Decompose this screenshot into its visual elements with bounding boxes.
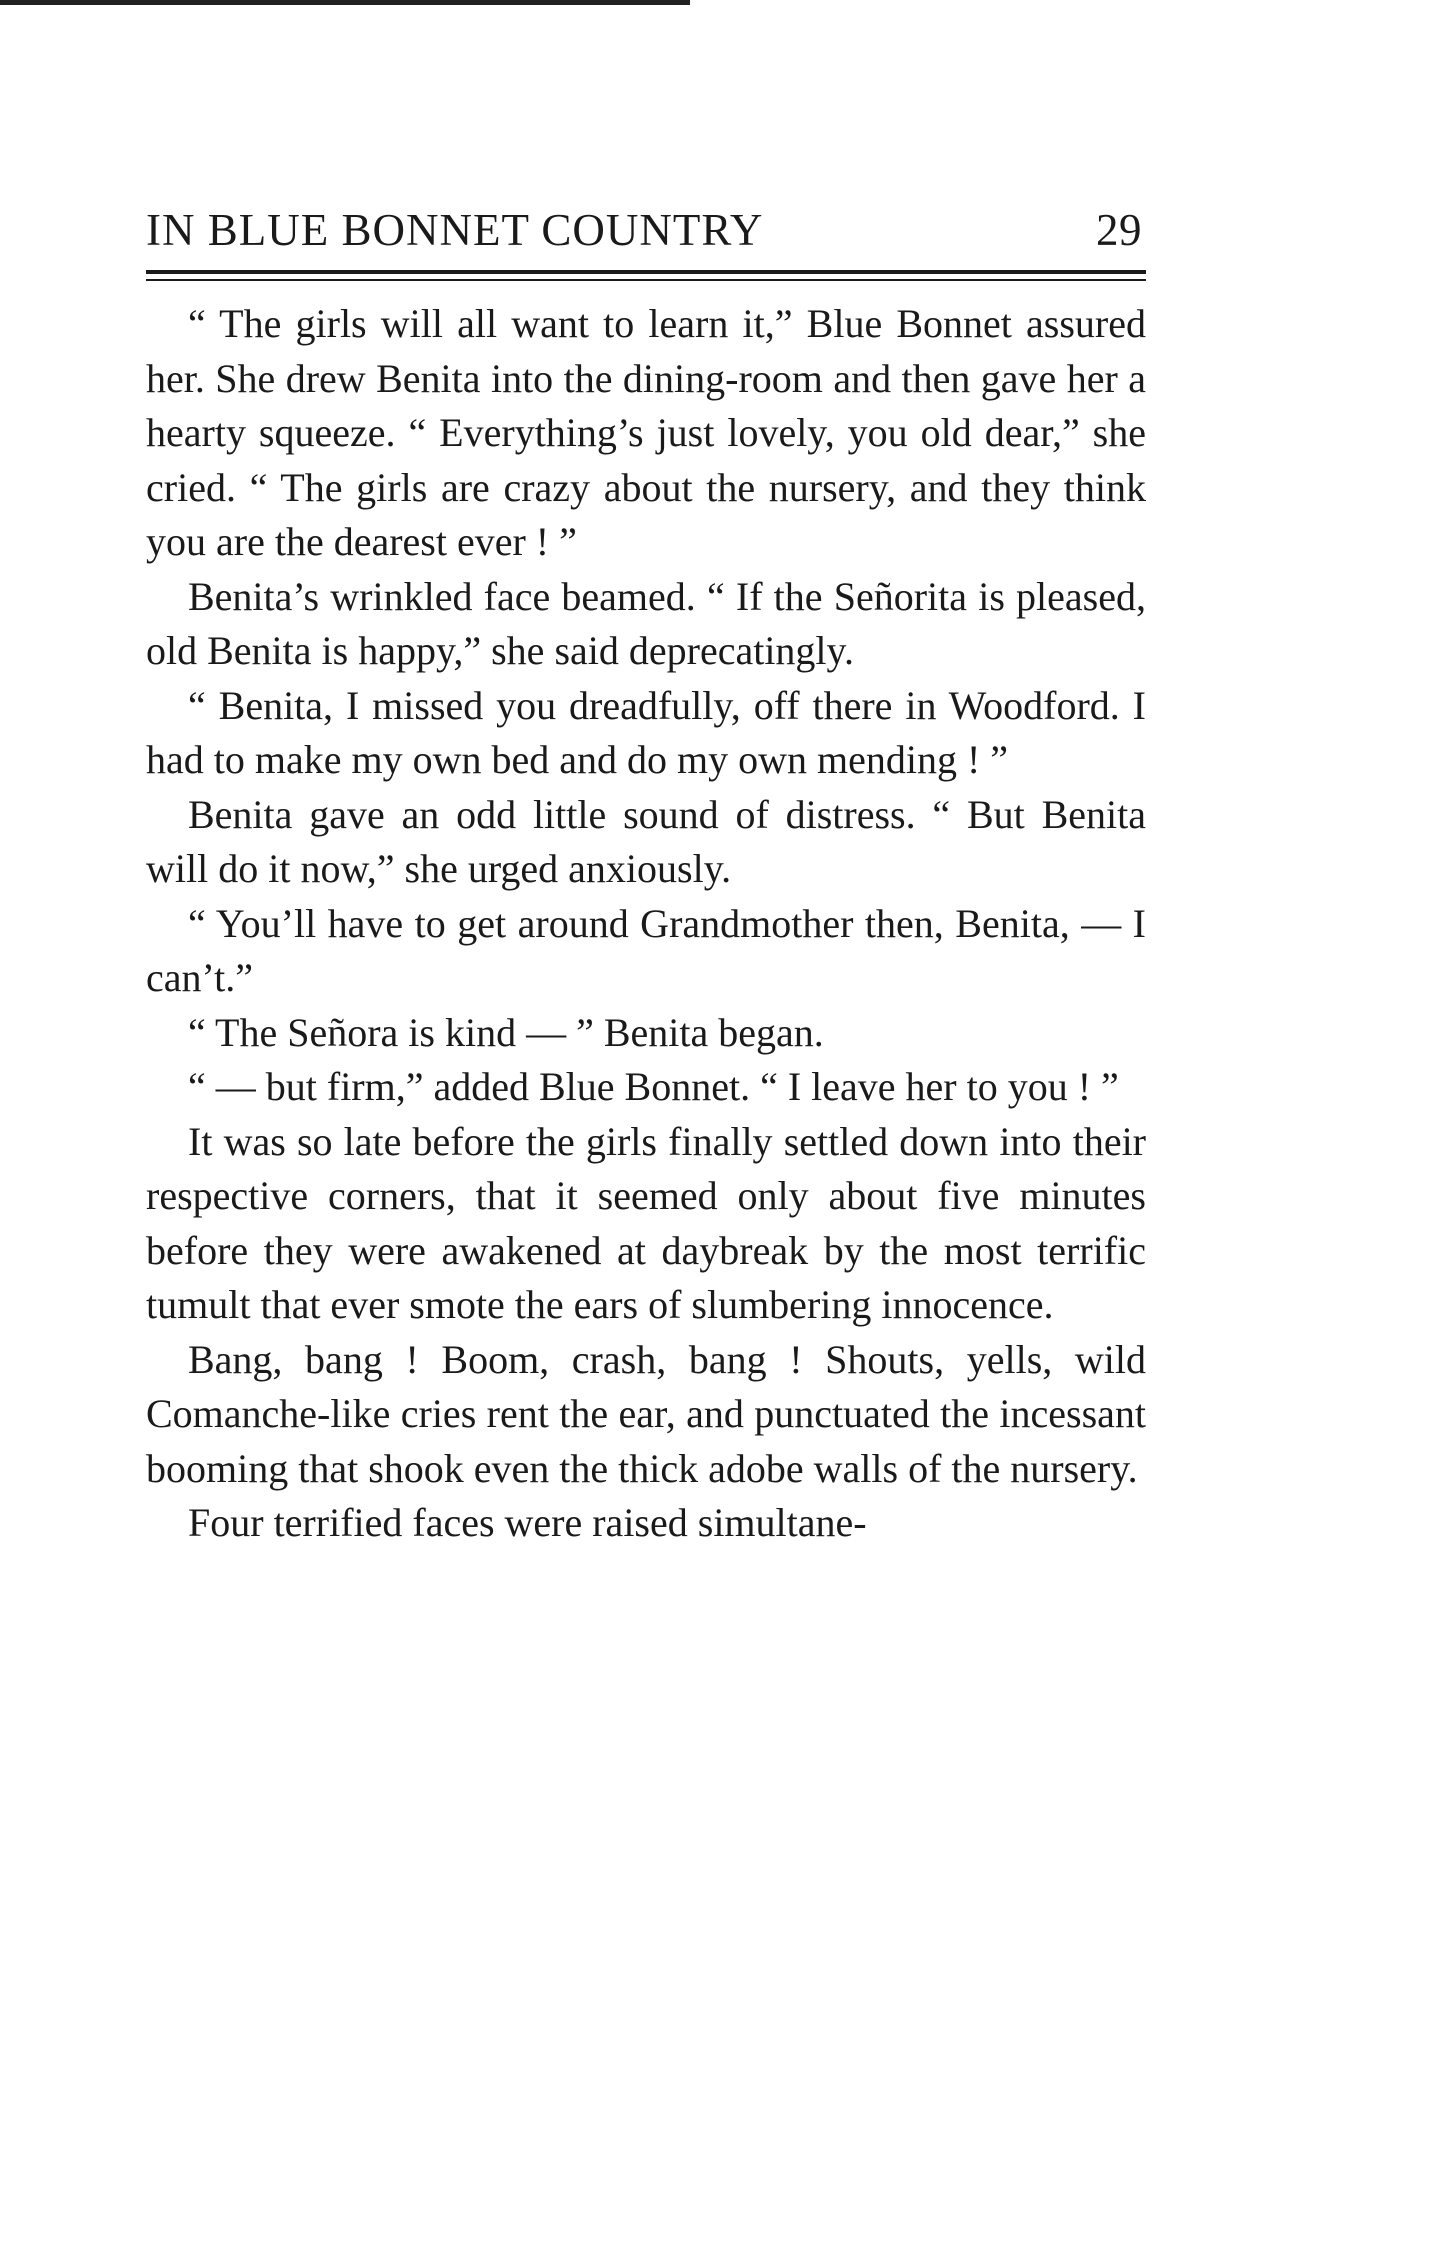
body-text [146, 297, 1146, 1551]
paragraph: “ — but firm,” added Blue Bonnet. “ I leave her to you ! ” [188, 1064, 1119, 1109]
paragraph: It was so late before the girls finally settled down into their respective corners, that it seemed only about five minutes before they were awakened at daybreak by the most terrific tumult that ever smote the ears of slumbering innocence. [146, 1118, 1146, 1327]
paragraph: Four terrified faces were raised simultane- [188, 1500, 867, 1545]
paragraph: “ The Señora is kind — ” Benita began. [188, 1009, 824, 1055]
paragraph: “ Benita, I missed you dreadfully, off there in Woodford. I had to make my own bed and do my own mending ! ” [146, 682, 1146, 782]
book-page [146, 200, 1146, 1551]
paragraph: Benita’s wrinkled face beamed. “ If the Señorita is pleased, old Benita is happy,” she said deprecatingly. [146, 573, 1146, 673]
paragraph: “ You’ll have to get around Grandmother then, Benita, — I can’t.” [146, 900, 1146, 1000]
header-double-rule [146, 270, 1146, 281]
page-number: 29 [1096, 205, 1142, 255]
paragraph: Benita gave an odd little sound of distress. “ But Benita will do it now,” she urged anxiously. [146, 791, 1146, 891]
running-header [146, 200, 1146, 260]
top-edge-rule [0, 0, 690, 5]
paragraph: “ The girls will all want to learn it,” Blue Bonnet assured her. She drew Benita into the dining-room and then gave her a hearty squeeze. “ Everything’s just lovely, you old dear,” she cried. “ The girls are crazy about the nursery, and they think you are the dearest ever ! ” [146, 301, 1146, 564]
paragraph: Bang, bang ! Boom, crash, bang ! Shouts, yells, wild Comanche-like cries rent the ear, and punctuated the incessant booming that shook even the thick adobe walls of the nursery. [146, 1336, 1146, 1491]
running-title: IN BLUE BONNET COUNTRY [146, 205, 764, 255]
